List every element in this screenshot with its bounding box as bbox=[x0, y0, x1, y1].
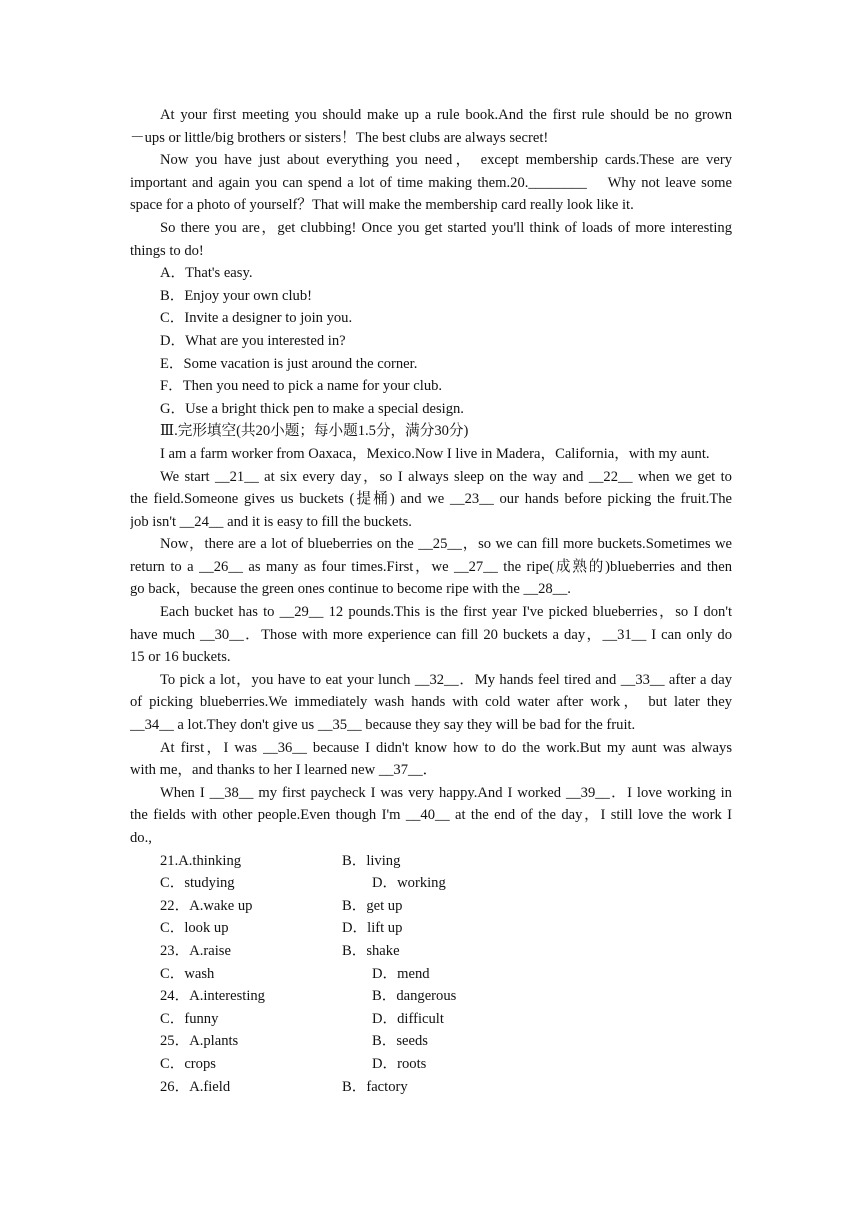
cloze-text: of picking blueberries.We immediately wash hands with cold water after work， but later they bbox=[130, 694, 732, 711]
cloze-line bbox=[130, 443, 732, 466]
cloze-text: at the end of the day，I still love the work I bbox=[449, 807, 732, 824]
cloze-text: return to a bbox=[130, 558, 200, 575]
blank-marker: __32__ bbox=[414, 671, 459, 688]
answer-choice: 22．A.wake up bbox=[160, 897, 253, 914]
answer-choice: B．living bbox=[342, 852, 401, 869]
answer-choice: B．get up bbox=[342, 897, 403, 914]
cloze-line bbox=[130, 714, 732, 737]
cloze-passage bbox=[130, 443, 732, 850]
cloze-text: Now，there are a lot of blueberries on the bbox=[160, 536, 419, 553]
answer-row bbox=[130, 872, 732, 895]
answer-choice: D．mend bbox=[372, 965, 430, 982]
blank-marker: __33__ bbox=[620, 671, 665, 688]
cloze-line bbox=[130, 669, 732, 692]
answer-choice: 25．A.plants bbox=[160, 1033, 239, 1050]
answer-choice: 21.A.thinking bbox=[160, 852, 242, 869]
answer-row bbox=[130, 895, 732, 918]
answer-choice: B．dangerous bbox=[372, 988, 457, 1005]
paragraph-line: space for a photo of yourself？That will make the membership card really look like it. bbox=[130, 197, 634, 214]
cloze-text: At first，I was bbox=[160, 739, 264, 756]
option-c: C．Invite a designer to join you. bbox=[160, 310, 353, 327]
cloze-text: ． bbox=[422, 762, 438, 779]
blank-marker: __28__ bbox=[523, 581, 568, 598]
option-f: F．Then you need to pick a name for your club. bbox=[160, 378, 443, 395]
cloze-text: our hands before picking the fruit.The bbox=[493, 491, 732, 508]
paragraph-line: important and again you can spend a lot of time making them.20.________ Why not leave some bbox=[130, 174, 732, 191]
answer-choice: C．funny bbox=[160, 1010, 219, 1027]
answer-choice: B．factory bbox=[342, 1078, 408, 1095]
option-e: E．Some vacation is just around the corner. bbox=[160, 355, 418, 372]
answer-choice: C．wash bbox=[160, 965, 215, 982]
blank-marker: __40__ bbox=[405, 807, 450, 824]
blank-marker: __27__ bbox=[454, 558, 498, 575]
cloze-line bbox=[130, 556, 732, 579]
document-page bbox=[130, 104, 732, 1098]
answer-row bbox=[130, 1076, 732, 1099]
cloze-text: do., bbox=[130, 830, 152, 846]
answer-row bbox=[130, 963, 732, 986]
cloze-line bbox=[130, 488, 732, 511]
cloze-text: at six every day，so I always sleep on the way and bbox=[258, 468, 589, 485]
cloze-text: . bbox=[567, 581, 571, 598]
cloze-text: the fields with other people.Even though I'm bbox=[130, 807, 406, 824]
paragraph-line: things to do! bbox=[130, 242, 204, 259]
cloze-line bbox=[130, 601, 732, 624]
cloze-text: 12 pounds.This is the first year I've picked blueberries，so I don't bbox=[323, 604, 732, 621]
blank-marker: __21__ bbox=[215, 468, 259, 485]
cloze-text: 15 or 16 buckets. bbox=[130, 649, 231, 666]
answer-choice: 23．A.raise bbox=[160, 942, 231, 959]
cloze-line bbox=[130, 782, 732, 805]
blank-marker: __26__ bbox=[199, 558, 243, 575]
answer-row bbox=[130, 917, 732, 940]
answer-choice: B．shake bbox=[342, 942, 400, 959]
paragraph-line: －ups or little/big brothers or sisters！The best clubs are always secret! bbox=[130, 129, 549, 146]
paragraph-line: Now you have just about everything you need， except membership cards.These are very bbox=[160, 152, 732, 169]
answer-row bbox=[130, 940, 732, 963]
cloze-text: my first paycheck I was very happy.And I worked bbox=[253, 784, 567, 801]
blank-marker: __25__ bbox=[418, 536, 462, 553]
cloze-text: the ripe(成熟的)blueberries and then bbox=[497, 558, 732, 575]
answer-choice: B．seeds bbox=[372, 1033, 428, 1050]
option-d: D．What are you interested in? bbox=[160, 332, 346, 349]
blank-marker: __39__ bbox=[566, 784, 610, 801]
section-heading: Ⅲ.完形填空(共20小题；每小题1.5分，满分30分) bbox=[160, 423, 469, 440]
answer-choice: C．crops bbox=[160, 1055, 216, 1072]
cloze-text: because I didn't know how to do the work.But my aunt was always bbox=[306, 739, 732, 756]
paragraph-line: So there you are，get clubbing! Once you get started you'll think of loads of more interesting bbox=[160, 219, 732, 236]
cloze-text: I can only do bbox=[646, 626, 732, 643]
cloze-text: job isn't bbox=[130, 513, 180, 530]
cloze-line bbox=[130, 511, 732, 534]
blank-marker: __36__ bbox=[263, 739, 307, 756]
cloze-line bbox=[130, 804, 732, 827]
answer-choice: C．look up bbox=[160, 920, 229, 937]
blank-marker: __34__ bbox=[130, 717, 174, 734]
blank-marker: __31__ bbox=[602, 626, 647, 643]
answer-row bbox=[130, 985, 732, 1008]
answer-choice: 26．A.field bbox=[160, 1078, 231, 1095]
cloze-line bbox=[130, 646, 732, 669]
answer-choice: D．roots bbox=[372, 1055, 427, 1072]
answer-row bbox=[130, 1053, 732, 1076]
cloze-text: when we get to bbox=[632, 468, 732, 485]
cloze-line bbox=[130, 759, 732, 782]
cloze-text: after a day bbox=[664, 671, 732, 688]
blank-marker: __22__ bbox=[588, 468, 633, 485]
answer-row bbox=[130, 850, 732, 873]
paragraph-line: At your first meeting you should make up a rule book.And the first rule should be no grown bbox=[160, 107, 732, 123]
answer-choice: D．difficult bbox=[372, 1010, 444, 1027]
cloze-text: ．My hands feel tired and bbox=[458, 671, 621, 688]
cloze-text: and it is easy to fill the buckets. bbox=[223, 513, 412, 530]
option-g: G．Use a bright thick pen to make a special design. bbox=[160, 400, 464, 417]
cloze-text: with me，and thanks to her I learned new bbox=[130, 762, 379, 779]
blank-marker: __23__ bbox=[450, 491, 494, 508]
cloze-text: because they say they will be bad for the fruit. bbox=[361, 717, 636, 734]
cloze-line bbox=[130, 624, 732, 647]
cloze-text: go back，because the green ones continue to become ripe with the bbox=[130, 581, 524, 598]
blank-marker: __24__ bbox=[179, 513, 224, 530]
blank-marker: __37__ bbox=[378, 762, 423, 779]
blank-marker: __38__ bbox=[209, 784, 254, 801]
cloze-text: have much bbox=[130, 626, 201, 643]
answer-row bbox=[130, 1008, 732, 1031]
blank-marker: __30__ bbox=[200, 626, 244, 643]
cloze-text: ．Those with more experience can fill 20 buckets a day， bbox=[243, 626, 603, 643]
cloze-line bbox=[130, 827, 732, 850]
blank-marker: __29__ bbox=[279, 604, 324, 621]
cloze-text: I am a farm worker from Oaxaca，Mexico.Now I live in Madera，California，with my aunt. bbox=[160, 445, 710, 462]
cloze-text: When I bbox=[160, 784, 210, 801]
cloze-line bbox=[130, 691, 732, 714]
answer-options bbox=[130, 850, 732, 1099]
answer-choice: D．lift up bbox=[342, 920, 403, 937]
answer-row bbox=[130, 1030, 732, 1053]
cloze-text: as many as four times.First，we bbox=[242, 558, 455, 575]
cloze-text: We start bbox=[160, 468, 215, 485]
cloze-text: a lot.They don't give us bbox=[173, 717, 318, 734]
cloze-line bbox=[130, 533, 732, 556]
cloze-line bbox=[130, 466, 732, 489]
answer-choice: D．working bbox=[372, 875, 446, 892]
answer-choice: 24．A.interesting bbox=[160, 988, 265, 1005]
cloze-text: the field.Someone gives us buckets (提桶) and we bbox=[130, 491, 450, 508]
blank-marker: __35__ bbox=[317, 717, 362, 734]
option-b: B．Enjoy your own club! bbox=[160, 287, 313, 304]
cloze-line bbox=[130, 737, 732, 760]
cloze-line bbox=[130, 578, 732, 601]
cloze-text: To pick a lot，you have to eat your lunch bbox=[160, 671, 415, 688]
answer-choice: C．studying bbox=[160, 875, 235, 892]
cloze-text: Each bucket has to bbox=[160, 604, 280, 621]
cloze-text: ，so we can fill more buckets.Sometimes we bbox=[461, 536, 732, 553]
option-a: A．That's easy. bbox=[160, 265, 253, 282]
cloze-text: ．I love working in bbox=[609, 784, 732, 801]
